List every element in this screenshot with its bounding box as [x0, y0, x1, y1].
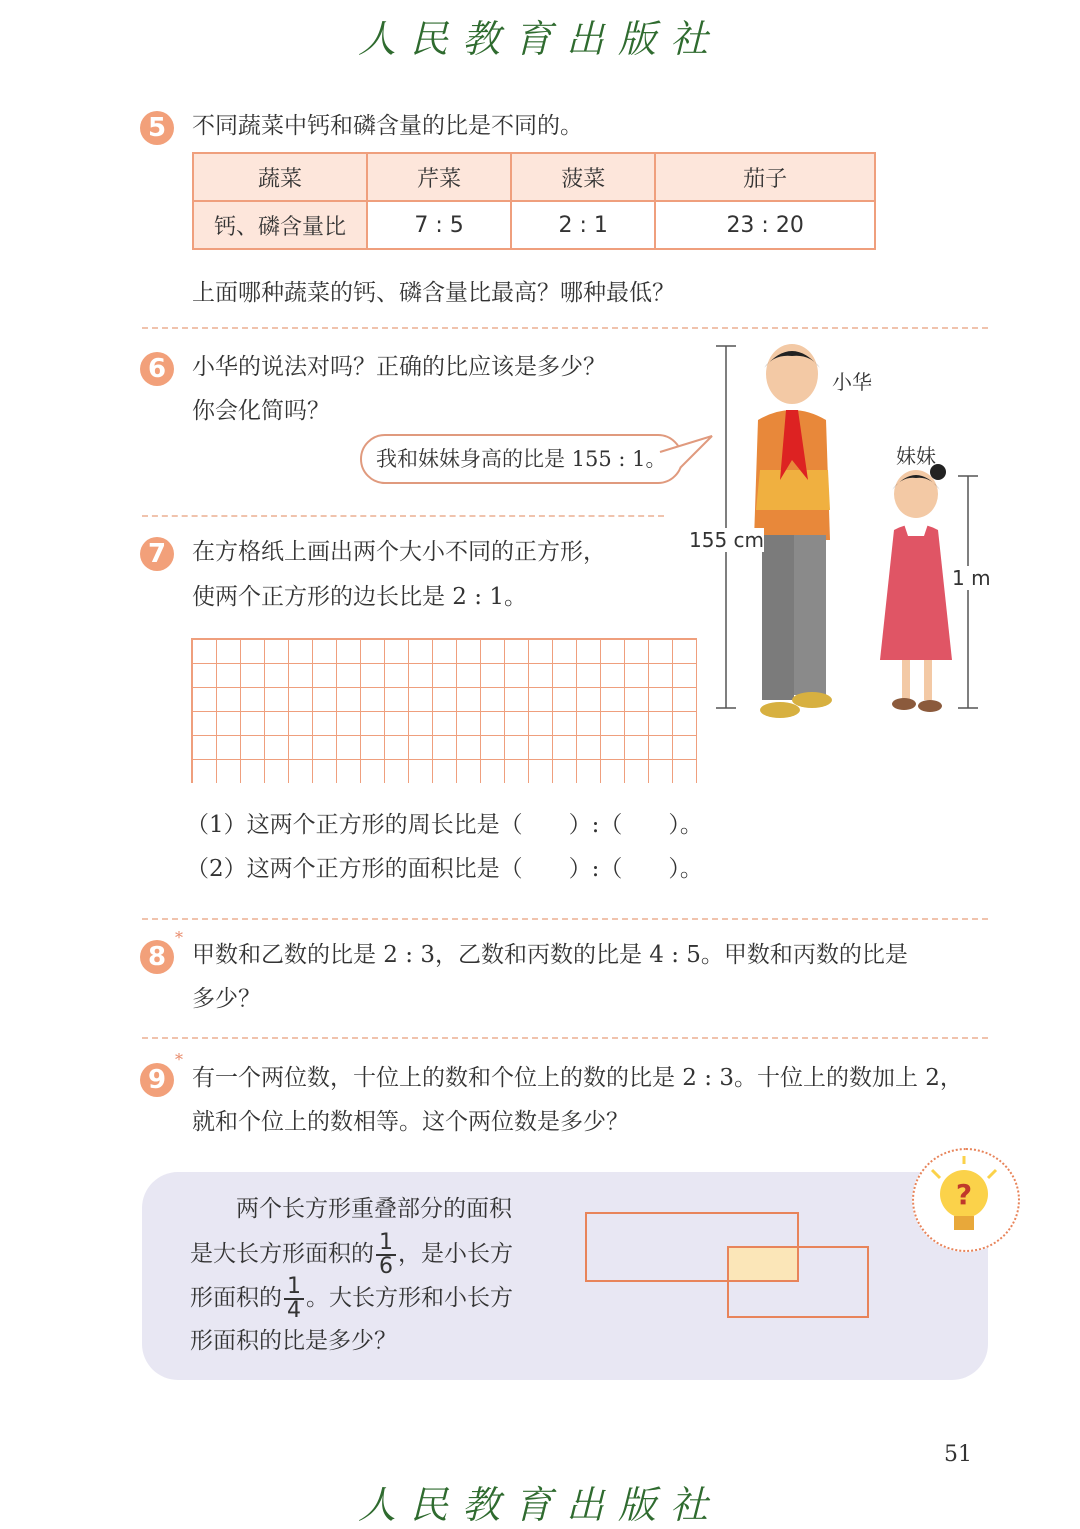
table-cell: 芹菜 — [367, 153, 511, 201]
table-cell: 蔬菜 — [193, 153, 367, 201]
square-grid-paper[interactable] — [191, 638, 697, 783]
q8-line2: 多少？ — [192, 986, 261, 1012]
table-cell: 茄子 — [655, 153, 875, 201]
boy-height-label: 155 cm — [689, 528, 765, 552]
challenge-line3 — [190, 1276, 513, 1322]
boy-name-label: 小华 — [832, 370, 872, 394]
fraction-numerator: 1 — [376, 1232, 396, 1256]
divider — [142, 515, 664, 517]
lightbulb-question-icon — [912, 1148, 1020, 1252]
challenge-line2 — [190, 1232, 513, 1278]
q6-line2: 你会化简吗？ — [192, 398, 330, 424]
fraction-one-sixth — [376, 1232, 396, 1278]
q9-line1: 有一个两位数，十位上的数和个位上的数的比是 2 : 3。十位上的数加上 2， — [192, 1065, 963, 1091]
boy-figure — [754, 344, 832, 718]
girl-height-label: 1 m — [952, 566, 991, 590]
challenge-line1: 两个长方形重叠部分的面积 — [236, 1196, 512, 1222]
fraction-one-fourth — [284, 1276, 304, 1322]
challenge-line4: 形面积的比是多少？ — [190, 1328, 397, 1354]
table-row — [193, 201, 875, 249]
speech-bubble: 我和妹妹身高的比是 155 : 1。 — [360, 434, 683, 484]
fraction-denominator: 4 — [287, 1298, 301, 1323]
calcium-phosphorus-table — [192, 152, 876, 250]
challenge-text: 形面积的 — [190, 1285, 282, 1311]
question-number-7: 7 — [140, 537, 174, 571]
divider — [142, 918, 988, 920]
publisher-header: 人民教育出版社 — [357, 17, 722, 61]
overlapping-rectangles-diagram — [580, 1205, 880, 1325]
overlap-area — [728, 1247, 798, 1281]
fraction-numerator: 1 — [284, 1276, 304, 1300]
q7-sub1: （1）这两个正方形的周长比是（ ）:（ ）。 — [186, 812, 703, 838]
challenge-text: 。大长方形和小长方 — [306, 1285, 513, 1311]
divider — [142, 327, 988, 329]
fraction-denominator: 6 — [379, 1254, 393, 1279]
q6-line1: 小华的说法对吗？正确的比应该是多少？ — [192, 354, 606, 380]
challenge-text: ，是小长方 — [398, 1241, 513, 1267]
q7-sub2: （2）这两个正方形的面积比是（ ）:（ ）。 — [186, 856, 703, 882]
girl-figure — [880, 464, 952, 712]
table-cell: 2 : 1 — [511, 201, 655, 249]
q5-question: 上面哪种蔬菜的钙、磷含量比最高？哪种最低？ — [192, 280, 675, 306]
q5-text: 不同蔬菜中钙和磷含量的比是不同的。 — [192, 113, 583, 139]
page-number: 51 — [944, 1442, 972, 1467]
challenge-star: * — [175, 928, 183, 947]
challenge-star: * — [175, 1050, 183, 1069]
question-number-8: 8 — [140, 940, 174, 974]
table-header-row — [193, 153, 875, 201]
girl-name-label: 妹妹 — [896, 444, 936, 468]
divider — [142, 1037, 988, 1039]
table-cell: 7 : 5 — [367, 201, 511, 249]
q8-line1: 甲数和乙数的比是 2 : 3，乙数和丙数的比是 4 : 5。甲数和丙数的比是 — [192, 942, 908, 968]
q9-line2: 就和个位上的数相等。这个两位数是多少？ — [192, 1109, 629, 1135]
q7-line2: 使两个正方形的边长比是 2 : 1。 — [192, 584, 527, 610]
table-cell: 菠菜 — [511, 153, 655, 201]
question-number-5: 5 — [140, 111, 174, 145]
table-cell: 23 : 20 — [655, 201, 875, 249]
publisher-footer: 人民教育出版社 — [357, 1483, 722, 1527]
lightbulb-icon — [914, 1150, 1018, 1250]
question-number-9: 9 — [140, 1063, 174, 1097]
challenge-text: 是大长方形面积的 — [190, 1241, 374, 1267]
table-cell: 钙、磷含量比 — [193, 201, 367, 249]
q7-line1: 在方格纸上画出两个大小不同的正方形， — [192, 539, 606, 565]
question-number-6: 6 — [140, 352, 174, 386]
question-mark: ? — [955, 1178, 973, 1211]
